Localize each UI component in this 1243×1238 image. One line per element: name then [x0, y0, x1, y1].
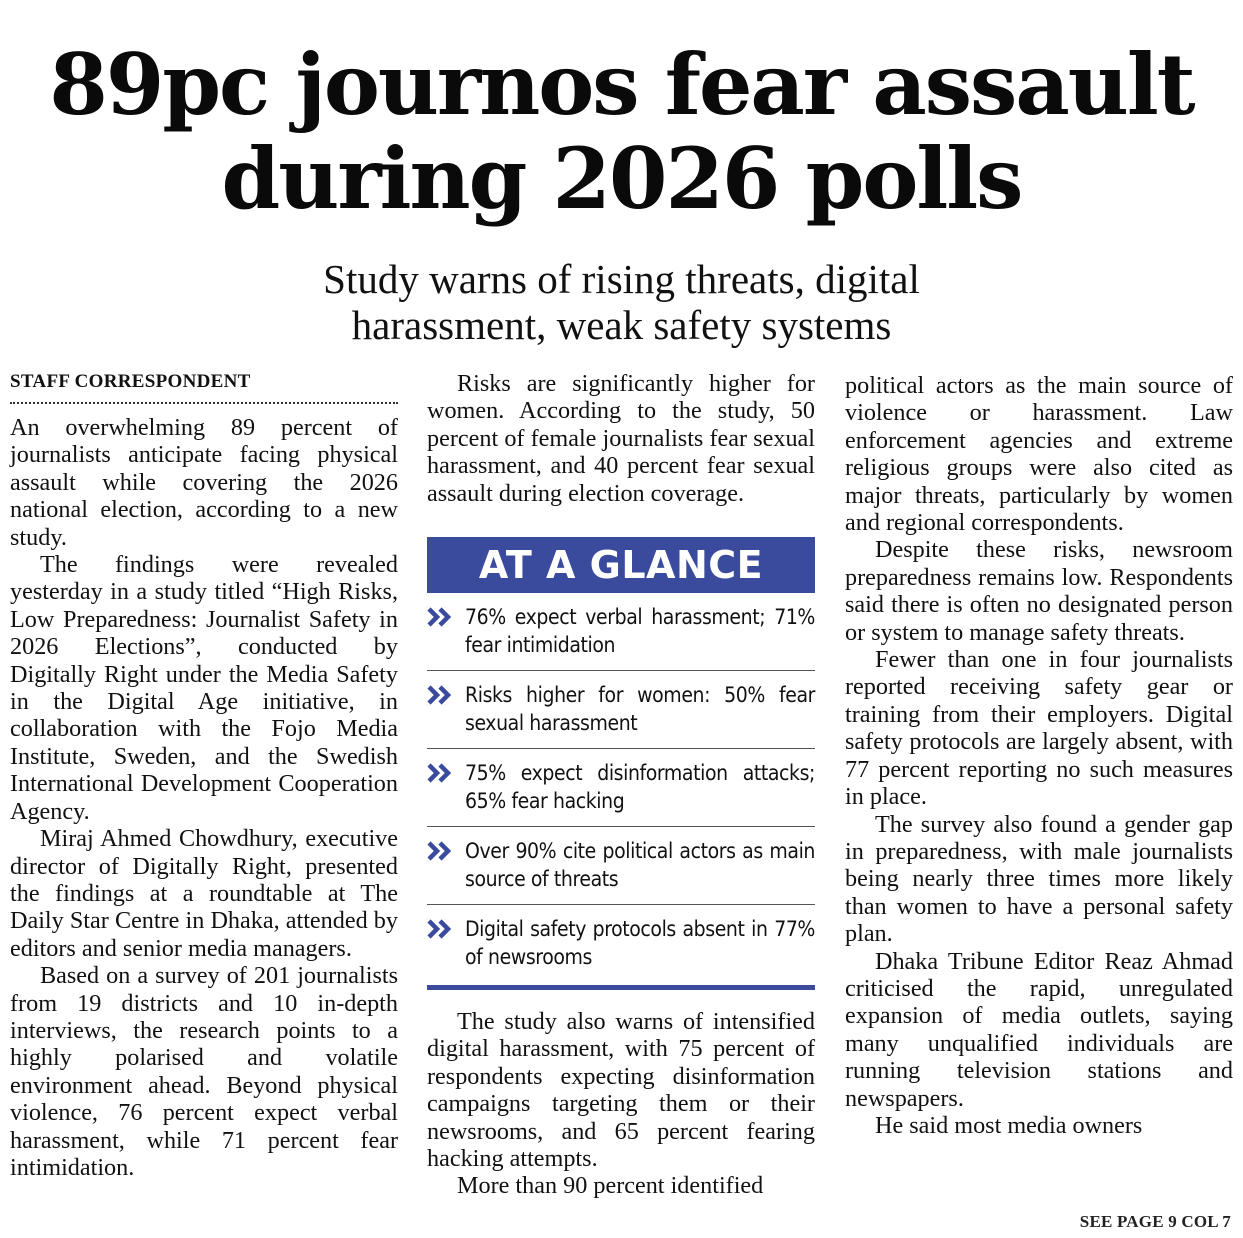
glance-item-text: 75% expect disinformation attacks; 65% fear hacking — [465, 761, 815, 814]
headline-line-2: during 2026 polls — [221, 129, 1022, 228]
double-chevron-right-icon — [427, 840, 455, 862]
paragraph: An overwhelming 89 percent of journalists anticipate facing physical assault while covering the 2026 national election, according to a new study. — [10, 414, 398, 551]
paragraph: The survey also found a gender gap in preparedness, with male journalists being nearly three times more likely than women to have a personal safety plan. — [845, 810, 1233, 948]
paragraph: Based on a survey of 201 journalists from 19 districts and 10 in-depth interviews, the research points to a highly polarised and volatile environment ahead. Beyond physical violence, 76 percent expect verbal harassment, while 71 percent fear intimidation. — [10, 962, 398, 1181]
paragraph: Risks are significantly higher for women. According to the study, 50 percent of female journalists fear sexual harassment, and 40 percent fear sexual assault during election coverage. — [427, 370, 815, 507]
article-column-3 — [845, 372, 1233, 1139]
glance-item — [427, 827, 815, 905]
subheadline-line-2: harassment, weak safety systems — [351, 302, 892, 348]
byline: STAFF CORRESPONDENT — [10, 370, 398, 404]
paragraph-continuation: political actors as the main source of violence or harassment. Law enforcement agencies and extreme religious groups were also cited as major threats, particularly by women and regional correspondents. — [845, 372, 1233, 537]
paragraph: He said most media owners — [875, 1111, 1143, 1139]
at-a-glance-list — [427, 593, 815, 990]
paragraph: The study also warns of intensified digital harassment, with 75 percent of respondents expecting disinformation campaigns targeting them or their newsrooms, and 65 percent fearing hacking attempts. — [427, 1008, 815, 1173]
headline — [0, 35, 1243, 228]
glance-item-text: Over 90% cite political actors as main source of threats — [465, 839, 815, 892]
double-chevron-right-icon — [427, 918, 455, 940]
double-chevron-right-icon — [427, 684, 455, 706]
headline-line-1: 89pc journos fear assault — [49, 35, 1194, 134]
jump-line: SEE PAGE 9 COL 7 — [1079, 1212, 1231, 1231]
subheadline — [0, 256, 1243, 348]
glance-item — [427, 749, 815, 827]
at-a-glance-title: AT A GLANCE — [427, 537, 815, 593]
paragraph: Fewer than one in four journalists reported receiving safety gear or training from their employers. Digital safety protocols are largely absent, with 77 percent reporting no such measures in place. — [845, 646, 1233, 811]
glance-item-text: 76% expect verbal harassment; 71% fear intimidation — [465, 605, 815, 658]
glance-item — [427, 671, 815, 749]
at-a-glance-box — [427, 537, 815, 990]
paragraph: More than 90 percent identified — [457, 1172, 764, 1200]
glance-item — [427, 905, 815, 990]
double-chevron-right-icon — [427, 762, 455, 784]
glance-item-text: Digital safety protocols absent in 77% of newsrooms — [465, 917, 815, 970]
subheadline-line-1: Study warns of rising threats, digital — [323, 256, 920, 302]
glance-item — [427, 593, 815, 671]
paragraph: Despite these risks, newsroom preparedness remains low. Respondents said there is often no designated person or system to manage safety threats. — [845, 536, 1233, 646]
paragraph: Dhaka Tribune Editor Reaz Ahmad criticised the rapid, unregulated expansion of media outlets, saying many unqualified individuals are running television stations and newspapers. — [845, 947, 1233, 1112]
glance-item-text: Risks higher for women: 50% fear sexual harassment — [465, 683, 815, 736]
article-column-1 — [10, 370, 398, 1181]
paragraph: Miraj Ahmed Chowdhury, executive director of Digitally Right, presented the findings at a roundtable at The Daily Star Centre in Dhaka, attended by editors and senior media managers. — [10, 825, 398, 962]
double-chevron-right-icon — [427, 606, 455, 628]
article-column-2 — [427, 370, 815, 1200]
paragraph: The findings were revealed yesterday in a study titled “High Risks, Low Preparedness: Journalist Safety in 2026 Elections”, conducted by Digitally Right under the Media Safety in the Digital Age initiative, in collaboration with the Fojo Media Institute, Sweden, and the Swedish International Development Cooperation Agency. — [10, 551, 398, 825]
